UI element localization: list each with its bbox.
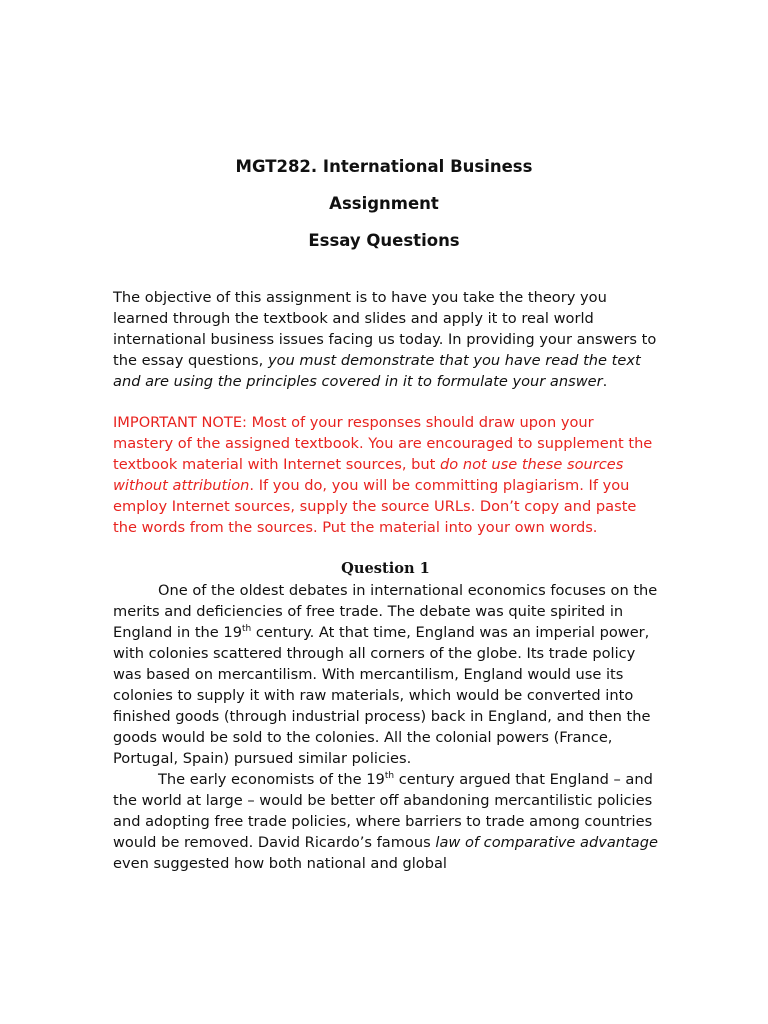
- question-1-heading: Question 1: [341, 560, 430, 577]
- q1-p2-text-end: even suggested how both national and global: [113, 855, 447, 872]
- objective-emphasis: you must demonstrate that you have read the text and are using the principles covered in it to formulate your answer: [113, 352, 641, 390]
- document-title-block: [0, 153, 768, 264]
- question-1-paragraph-1: [113, 580, 658, 769]
- objective-text-end: .: [602, 373, 608, 390]
- document-body: [113, 287, 658, 874]
- q1-p2-text-start: The early economists of the 19: [158, 771, 385, 788]
- q1-p2-emphasis: law of comparative advantage: [435, 834, 658, 851]
- q1-p2-superscript: th: [384, 771, 395, 781]
- note-text-start: IMPORTANT NOTE: Most of your responses should draw upon your mastery of the assigned textbook. You are encouraged to supplement the textbook material with Internet sources, but: [113, 414, 653, 473]
- question-1-paragraph-2: [113, 769, 658, 874]
- objective-paragraph: [113, 287, 658, 392]
- q1-p2-text-middle: century argued that England – and the world at large – would be better off abandoning mercantilistic policies and adopting free trade policies, where barriers to trade among countries would be removed. David Ricardo’s famous: [113, 771, 653, 851]
- note-emphasis: do not use these sources without attribution: [113, 456, 624, 494]
- assignment-heading: Assignment: [329, 194, 439, 213]
- note-text-end: . If you do, you will be committing plagiarism. If you employ Internet sources, supply the source URLs. Don’t copy and paste the words from the sources. Put the material into your own words.: [113, 477, 637, 536]
- q1-p1-text-end: century. At that time, England was an imperial power, with colonies scattered through all corners of the globe. Its trade policy was based on mercantilism. With mercantilism, England would use its colonies to supply it with raw materials, which would be converted into finished goods (through industrial process) back in England, and then the goods would be sold to the colonies. All the colonial powers (France, Portugal, Spain) pursued similar policies.: [113, 624, 651, 767]
- essay-questions-heading: Essay Questions: [308, 231, 460, 250]
- course-title: MGT282. International Business: [235, 157, 533, 176]
- q1-p1-text-start: One of the oldest debates in international economics focuses on the merits and deficiencies of free trade. The debate was quite spirited in England in the 19: [113, 582, 658, 641]
- important-note-paragraph: [113, 412, 658, 538]
- objective-text-start: The objective of this assignment is to have you take the theory you learned through the textbook and slides and apply it to real world international business issues facing us today. In providing your answers to the essay questions,: [113, 289, 657, 369]
- q1-p1-superscript: th: [242, 624, 252, 634]
